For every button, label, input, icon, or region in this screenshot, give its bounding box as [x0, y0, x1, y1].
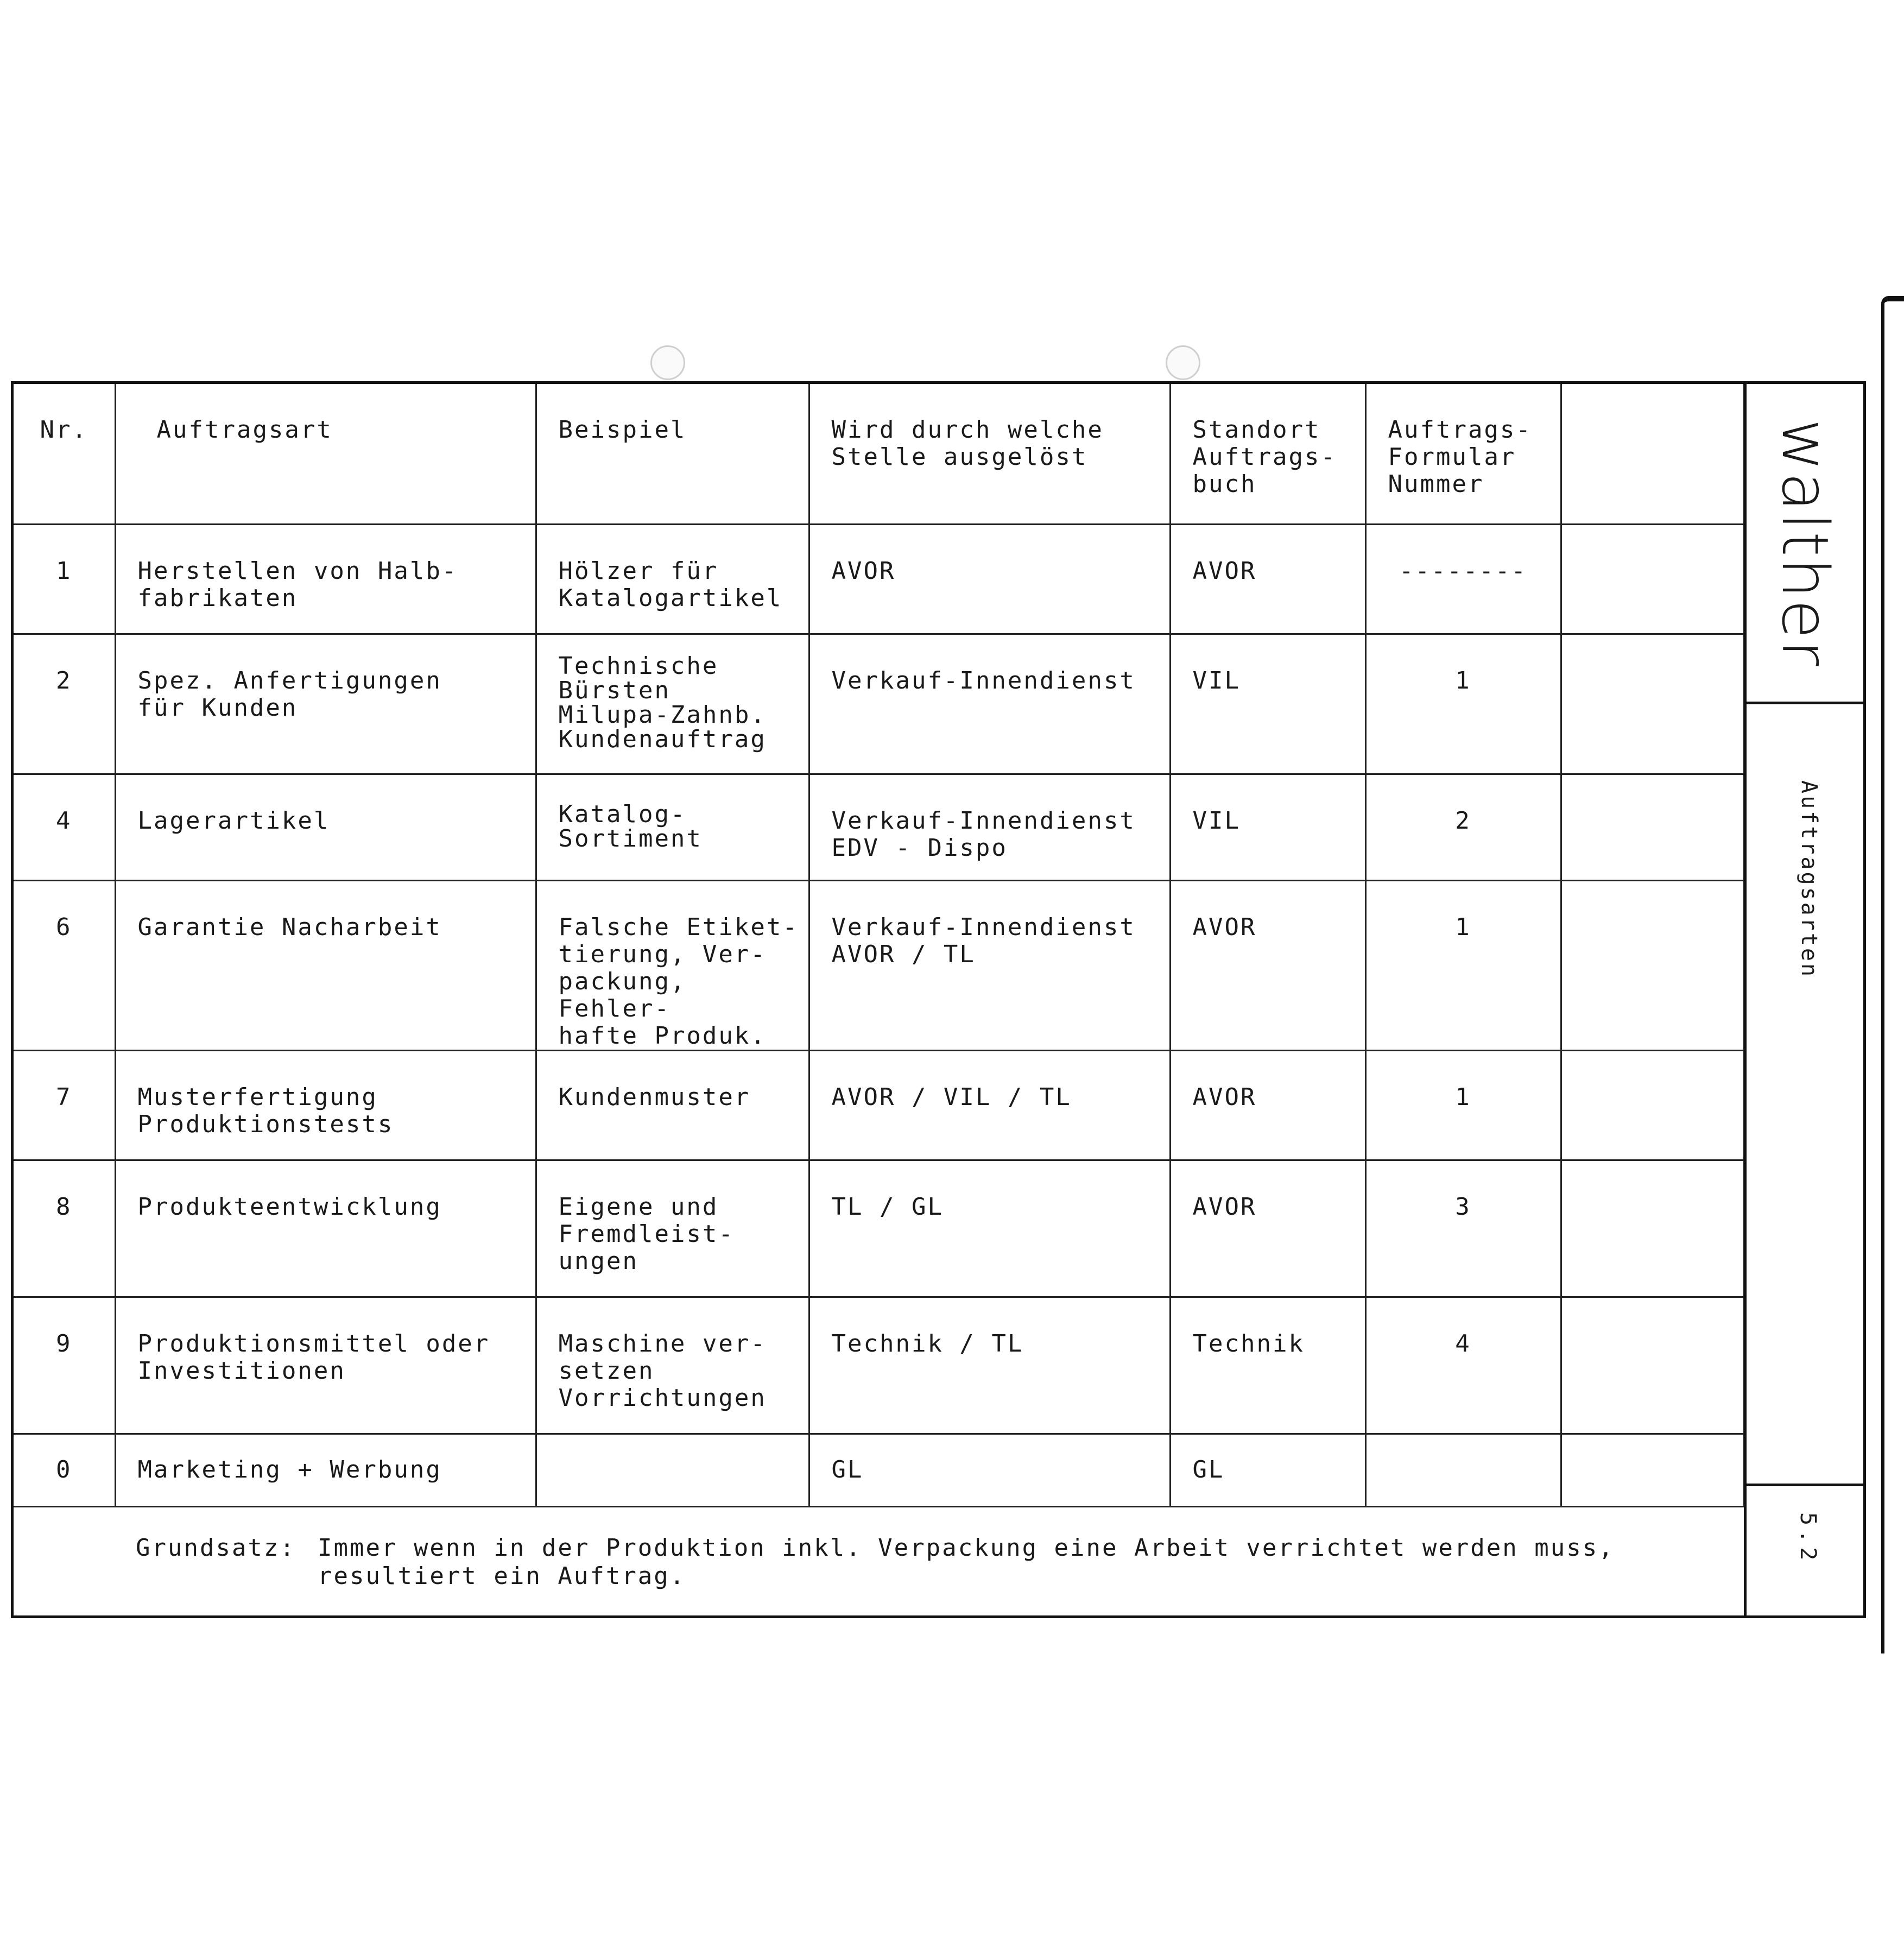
cell-nr: 9 [14, 1297, 115, 1434]
cell-auftragsart: Lagerartikel [115, 774, 536, 880]
cell-nr: 0 [14, 1434, 115, 1506]
cell-beispiel: Maschine ver- setzen Vorrichtungen [536, 1297, 809, 1434]
cell-nr: 7 [14, 1050, 115, 1160]
table-header-row [14, 384, 1744, 524]
form-sheet [11, 381, 1866, 1618]
brand-logo [1747, 384, 1863, 704]
cell-beispiel: Katalog- Sortiment [536, 774, 809, 880]
cell-auftragsart: Produkteentwicklung [115, 1160, 536, 1297]
cell-beispiel: Eigene und Fremdleist- ungen [536, 1160, 809, 1297]
header-extra [1561, 384, 1744, 524]
brand-wordmark: walther [1767, 418, 1843, 667]
principle-text: Immer wenn in der Produktion inkl. Verpackung eine Arbeit verrichtet werden muss, resultiert ein Auftrag. [318, 1534, 1615, 1590]
page-number-box [1747, 1486, 1863, 1615]
punch-hole-left [650, 345, 685, 380]
table-row [14, 774, 1744, 880]
section-title: Auftragsarten [1796, 780, 1821, 979]
cell-extra [1561, 1050, 1744, 1160]
cell-stelle: Verkauf-Innendienst AVOR / TL [809, 880, 1170, 1050]
header-standort: Standort Auftrags- buch [1170, 384, 1365, 524]
cell-formular: 1 [1365, 880, 1561, 1050]
header-nr: Nr. [14, 384, 115, 524]
table-row [14, 1297, 1744, 1434]
punch-hole-right [1166, 345, 1200, 380]
cell-stelle: AVOR / VIL / TL [809, 1050, 1170, 1160]
cell-standort: Technik [1170, 1297, 1365, 1434]
cell-extra [1561, 1160, 1744, 1297]
cell-standort: AVOR [1170, 524, 1365, 634]
cell-extra [1561, 1434, 1744, 1506]
cell-nr: 1 [14, 524, 115, 634]
table-row [14, 1434, 1744, 1506]
cell-formular: 2 [1365, 774, 1561, 880]
cell-standort: AVOR [1170, 1160, 1365, 1297]
cell-formular: 1 [1365, 1050, 1561, 1160]
cell-stelle: Verkauf-Innendienst EDV - Dispo [809, 774, 1170, 880]
table-row [14, 524, 1744, 634]
cell-stelle: Verkauf-Innendienst [809, 634, 1170, 774]
table-row [14, 880, 1744, 1050]
principle-label: Grundsatz: [136, 1534, 296, 1562]
table-row [14, 1160, 1744, 1297]
cell-formular: 3 [1365, 1160, 1561, 1297]
table-row [14, 634, 1744, 774]
cell-formular: 4 [1365, 1297, 1561, 1434]
sidebar [1744, 384, 1863, 1615]
header-auftragsart: Auftragsart [115, 384, 536, 524]
cell-formular: -------- [1365, 524, 1561, 634]
cell-extra [1561, 774, 1744, 880]
cell-extra [1561, 634, 1744, 774]
cell-auftragsart: Garantie Nacharbeit [115, 880, 536, 1050]
cell-beispiel: Falsche Etiket- tierung, Ver- packung, Fehler- hafte Produk. [536, 880, 809, 1050]
cell-auftragsart: Musterfertigung Produktionstests [115, 1050, 536, 1160]
cell-auftragsart: Spez. Anfertigungen für Kunden [115, 634, 536, 774]
header-beispiel: Beispiel [536, 384, 809, 524]
cell-stelle: Technik / TL [809, 1297, 1170, 1434]
cell-auftragsart: Herstellen von Halb- fabrikaten [115, 524, 536, 634]
cell-stelle: GL [809, 1434, 1170, 1506]
cell-extra [1561, 1297, 1744, 1434]
cell-auftragsart: Produktionsmittel oder Investitionen [115, 1297, 536, 1434]
cell-stelle: TL / GL [809, 1160, 1170, 1297]
cell-stelle: AVOR [809, 524, 1170, 634]
header-stelle: Wird durch welche Stelle ausgelöst [809, 384, 1170, 524]
cell-auftragsart: Marketing + Werbung [115, 1434, 536, 1506]
cell-standort: AVOR [1170, 880, 1365, 1050]
order-types-table [14, 384, 1745, 1507]
cell-extra [1561, 880, 1744, 1050]
table-row [14, 1050, 1744, 1160]
section-title-box [1747, 704, 1863, 1486]
cell-beispiel: Kundenmuster [536, 1050, 809, 1160]
cell-formular: 1 [1365, 634, 1561, 774]
cell-formular [1365, 1434, 1561, 1506]
cell-standort: GL [1170, 1434, 1365, 1506]
binder-edge [1881, 296, 1904, 1653]
cell-standort: VIL [1170, 634, 1365, 774]
cell-beispiel: Technische Bürsten Milupa-Zahnb. Kundenauftrag [536, 634, 809, 774]
cell-standort: VIL [1170, 774, 1365, 880]
cell-beispiel [536, 1434, 809, 1506]
cell-nr: 4 [14, 774, 115, 880]
cell-beispiel: Hölzer für Katalogartikel [536, 524, 809, 634]
cell-nr: 8 [14, 1160, 115, 1297]
cell-nr: 2 [14, 634, 115, 774]
principle-note [14, 1503, 1744, 1618]
page-number: 5.2 [1795, 1512, 1820, 1565]
header-formular: Auftrags- Formular Nummer [1365, 384, 1561, 524]
cell-standort: AVOR [1170, 1050, 1365, 1160]
cell-nr: 6 [14, 880, 115, 1050]
cell-extra [1561, 524, 1744, 634]
